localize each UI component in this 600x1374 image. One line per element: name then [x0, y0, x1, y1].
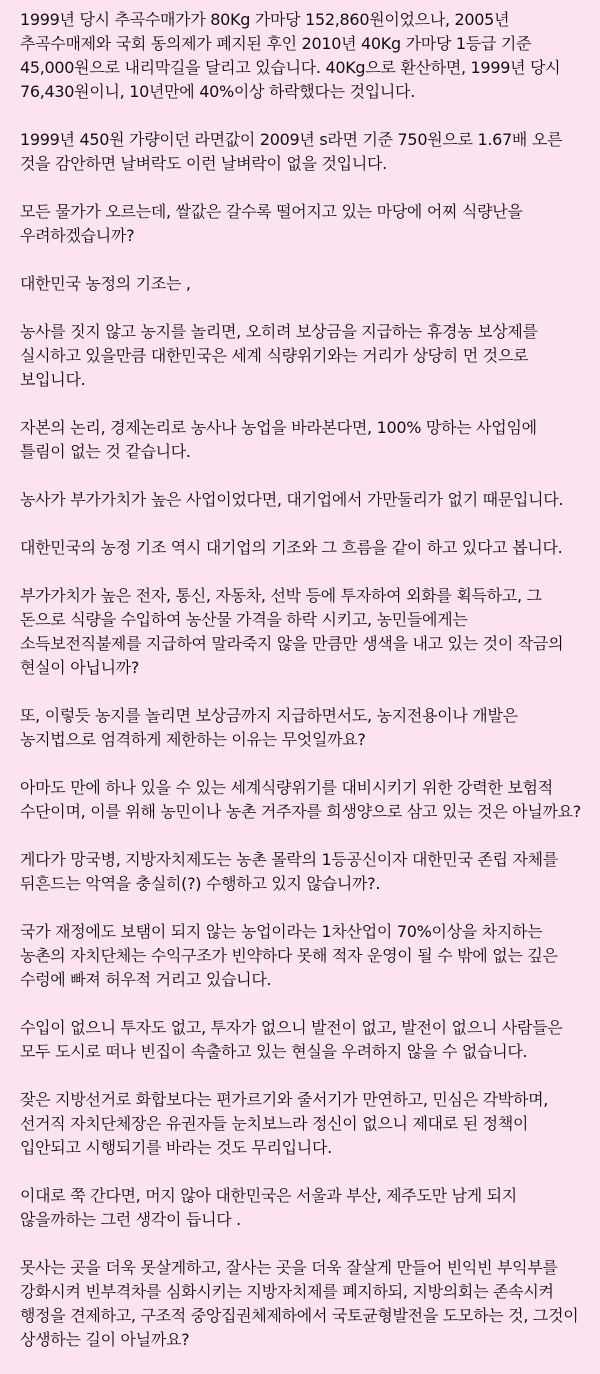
paragraph-9: 부가가치가 높은 전자, 통신, 자동차, 선박 등에 투자하여 외화를 획득하고, 그 돈으로 식량을 수입하여 농산물 가격을 하락 시키고, 농민들에게는 소득보전직불제를 지급하여 말라죽지 않을 만큼만 생색을 내고 있는 것이 작금의 현실이 아닙니까?: [20, 586, 564, 677]
paragraph-2: 1999년 450원 가량이던 라면값이 2009년 s라면 기준 750원으로 1.67배 오른 것을 감안하면 날벼락도 이런 날벼락이 없을 것입니다.: [20, 130, 563, 173]
paragraph-16: 이대로 쭉 간다면, 머지 않아 대한민국은 서울과 부산, 제주도만 남게 되지 않을까하는 그런 생각이 듭니다 .: [20, 1186, 517, 1229]
paragraph-15: 잦은 지방선거로 화합보다는 편가르기와 줄서기가 만연하고, 민심은 각박하며, 선거직 자치단체장은 유권자들 눈치보느라 정신이 없으니 제대로 된 정책이 입안되고 시행되기를 바라는 것도 무리입니다.: [20, 1090, 549, 1157]
paragraph-10: 또, 이렇듯 농지를 놀리면 보상금까지 지급하면서도, 농지전용이나 개발은 농지법으로 엄격하게 제한하는 이유는 무엇일까요?: [20, 706, 518, 749]
paragraph-4: 대한민국 농정의 기조는 ,: [20, 274, 191, 293]
paragraph-11: 아마도 만에 하나 있을 수 있는 세계식량위기를 대비시키기 위한 강력한 보험적 수단이며, 이를 위해 농민이나 농촌 거주자를 희생양으로 삼고 있는 것은 아닐까요?: [20, 778, 581, 821]
paragraph-7: 농사가 부가가치가 높은 사업이었다면, 대기업에서 가만둘리가 없기 때문입니다.: [20, 490, 564, 509]
paragraph-5: 농사를 짓지 않고 농지를 놀리면, 오히려 보상금을 지급하는 휴경농 보상제를 실시하고 있을만큼 대한민국은 세계 식량위기와는 거리가 상당히 먼 것으로 보입니다.: [20, 322, 538, 389]
paragraph-17: 못사는 곳을 더욱 못살게하고, 잘사는 곳을 더욱 잘살게 만들어 빈익빈 부익부를 강화시켜 빈부격차를 심화시키는 지방자치제를 폐지하되, 지방의회는 존속시켜 행정을 견제하고, 구조적 중앙집권체제하에서 국토균형발전을 도모하는 것, 그것이 상생하는 길이 아닐까요?: [20, 1258, 579, 1349]
paragraph-3: 모든 물가가 오르는데, 쌀값은 갈수록 떨어지고 있는 마당에 어찌 식량난을 우려하겠습니까?: [20, 202, 523, 245]
paragraph-12: 게다가 망국병, 지방자치제도는 농촌 몰락의 1등공신이자 대한민국 존립 자체를 뒤흔드는 악역을 충실히(?) 수행하고 있지 않습니까?.: [20, 850, 558, 893]
paragraph-6: 자본의 논리, 경제논리로 농사나 농업을 바라본다면, 100% 망하는 사업임에 틀림이 없는 것 같습니다.: [20, 418, 537, 461]
paragraph-1: 1999년 당시 추곡수매가가 80Kg 가마당 152,860원이었으나, 2005년 추곡수매제와 국회 동의제가 폐지된 후인 2010년 40Kg 가마당 1등급 기준 45,000원으로 내리막길을 달리고 있습니다. 40Kg으로 환산하면, 1999년 당시 76,430원이니, 10년만에 40%이상 하락했다는 것입니다.: [20, 10, 561, 101]
paragraph-13: 국가 재정에도 보탬이 되지 않는 농업이라는 1차산업이 70%이상을 차지하는 농촌의 자치단체는 수익구조가 빈약하다 못해 적자 운영이 될 수 밖에 없는 깊은 수렁에 빠져 허우적 거리고 있습니다.: [20, 922, 558, 989]
paragraph-14: 수입이 없으니 투자도 없고, 투자가 없으니 발전이 없고, 발전이 없으니 사람들은 모두 도시로 떠나 빈집이 속출하고 있는 현실을 우려하지 않을 수 없습니다.: [20, 1018, 563, 1061]
paragraph-8: 대한민국의 농정 기조 역시 대기업의 기조와 그 흐름을 같이 하고 있다고 봅니다.: [20, 538, 563, 557]
